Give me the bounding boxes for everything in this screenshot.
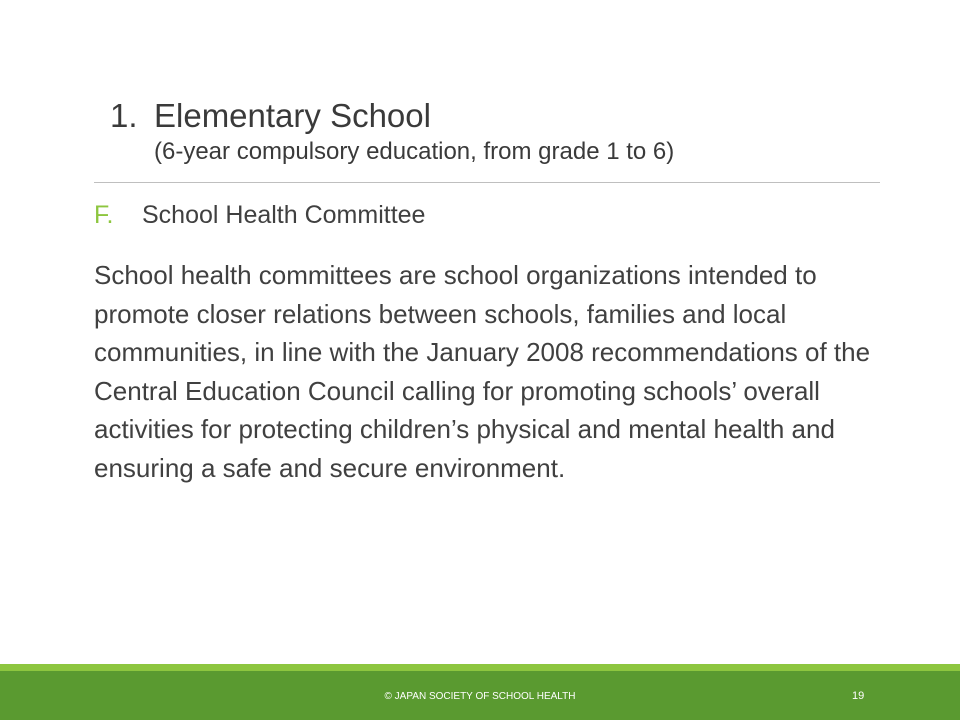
body-paragraph: School health committees are school organizations intended to promote closer relations between schools, families and local communities, in line with the January 2008 recommendations of the Central Education Council calling for promoting schools’ overall activities for protecting children’s physical and mental health and ensuring a safe and secure environment. xyxy=(94,260,871,483)
title-main: Elementary School xyxy=(154,97,431,134)
section-letter: F. xyxy=(94,201,114,229)
slide-title xyxy=(110,96,890,168)
title-divider xyxy=(94,182,880,183)
title-subtitle: (6-year compulsory education, from grade 1 to 6) xyxy=(154,138,675,165)
title-number: 1. xyxy=(110,97,138,134)
section-heading xyxy=(94,199,425,231)
section-heading-text: School Health Committee xyxy=(142,201,426,229)
footer-copyright: © JAPAN SOCIETY OF SCHOOL HEALTH xyxy=(384,691,576,702)
page-number: 19 xyxy=(852,690,865,702)
title-main-line xyxy=(110,96,890,136)
footer-accent-strip xyxy=(0,664,960,671)
